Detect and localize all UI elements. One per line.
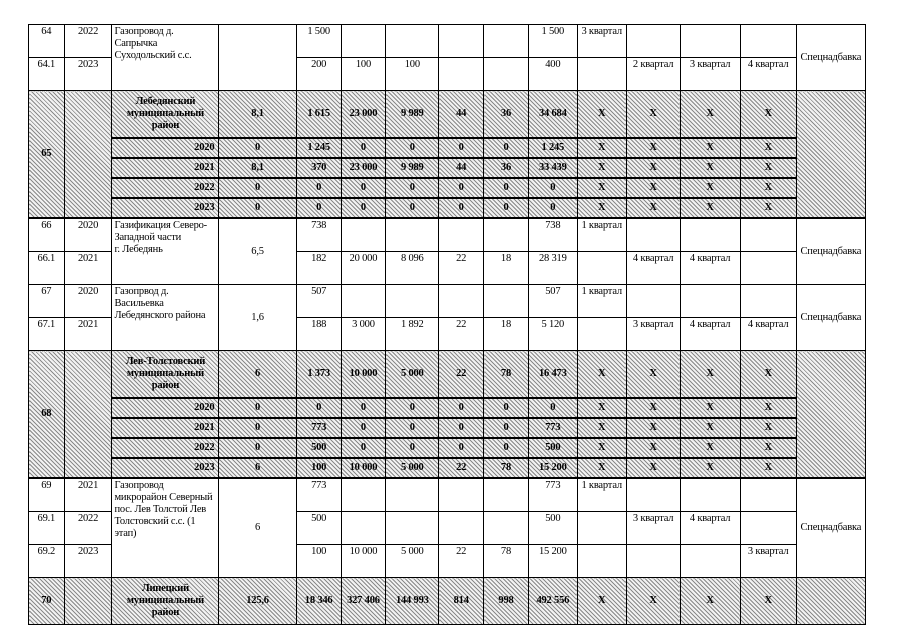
quarter-cell: Х xyxy=(626,158,680,178)
cost-cell xyxy=(341,478,386,512)
cost-cell: 500 xyxy=(296,438,341,458)
total-cell: 34 684 xyxy=(528,91,577,139)
quarter-cell: Х xyxy=(626,178,680,198)
quarter-cell xyxy=(626,478,680,512)
quarter-cell: Х xyxy=(740,158,796,178)
length-cell: 0 xyxy=(219,438,296,458)
quarter-cell: 4 квартал xyxy=(680,252,740,285)
quarter-cell: Х xyxy=(680,91,740,139)
row-year: 2022 xyxy=(64,512,112,545)
cost-cell xyxy=(439,218,484,252)
total-cell: 16 473 xyxy=(528,351,577,399)
quarter-cell: Х xyxy=(740,458,796,478)
quarter-cell: Х xyxy=(626,418,680,438)
cost-cell: 0 xyxy=(439,398,484,418)
year-label: 2023 xyxy=(112,458,219,478)
cost-cell xyxy=(484,285,529,318)
contractor-cell: Спецнадбавка xyxy=(796,25,865,91)
quarter-cell xyxy=(577,58,626,91)
quarter-cell: 3 квартал xyxy=(626,512,680,545)
length-cell: 8,1 xyxy=(219,91,296,139)
year-label: 2020 xyxy=(112,398,219,418)
cost-cell: 0 xyxy=(484,138,529,158)
contractor-cell: Спецнадбавка xyxy=(796,478,865,578)
object-name: Газопрвод д. Васильевка Лебедянского района xyxy=(112,285,219,351)
year-label: 2022 xyxy=(112,178,219,198)
quarter-cell: Х xyxy=(740,91,796,139)
length-cell: 1,6 xyxy=(219,285,296,351)
cost-cell xyxy=(341,285,386,318)
municipality-total-row xyxy=(29,91,866,139)
cost-cell xyxy=(341,512,386,545)
quarter-cell: Х xyxy=(740,138,796,158)
quarter-cell: Х xyxy=(680,351,740,399)
contractor-cell xyxy=(796,351,865,479)
quarter-cell: Х xyxy=(626,138,680,158)
cost-cell: 773 xyxy=(296,478,341,512)
cost-cell: 18 346 xyxy=(296,578,341,625)
row-number: 66.1 xyxy=(29,252,65,285)
cost-cell xyxy=(439,25,484,58)
municipality-year-row xyxy=(29,198,866,218)
row-number: 70 xyxy=(29,578,65,625)
cost-cell: 0 xyxy=(484,178,529,198)
cost-cell: 0 xyxy=(484,198,529,218)
cost-cell: 22 xyxy=(439,458,484,478)
cost-cell: 182 xyxy=(296,252,341,285)
quarter-cell: Х xyxy=(577,398,626,418)
quarter-cell: Х xyxy=(680,158,740,178)
total-cell: 492 556 xyxy=(528,578,577,625)
total-cell: 33 439 xyxy=(528,158,577,178)
quarter-cell xyxy=(740,218,796,252)
quarter-cell: Х xyxy=(740,178,796,198)
quarter-cell: 3 квартал xyxy=(577,25,626,58)
total-cell: 0 xyxy=(528,178,577,198)
cost-cell: 0 xyxy=(386,418,439,438)
municipality-name: Липецкий муниципальный район xyxy=(112,578,219,625)
row-number: 66 xyxy=(29,218,65,252)
cost-cell xyxy=(439,478,484,512)
cost-cell: 0 xyxy=(439,438,484,458)
quarter-cell: Х xyxy=(626,578,680,625)
total-cell: 0 xyxy=(528,398,577,418)
length-cell xyxy=(219,25,296,91)
quarter-cell: Х xyxy=(577,458,626,478)
quarter-cell: Х xyxy=(680,458,740,478)
quarter-cell: Х xyxy=(626,198,680,218)
quarter-cell xyxy=(626,218,680,252)
quarter-cell xyxy=(577,318,626,351)
row-number: 69.1 xyxy=(29,512,65,545)
quarter-cell: 3 квартал xyxy=(626,318,680,351)
cost-cell xyxy=(341,218,386,252)
cost-cell: 327 406 xyxy=(341,578,386,625)
quarter-cell xyxy=(577,512,626,545)
length-cell: 0 xyxy=(219,418,296,438)
year-label: 2022 xyxy=(112,438,219,458)
row-year: 2022 xyxy=(64,25,112,58)
municipality-year-row xyxy=(29,418,866,438)
year-label: 2023 xyxy=(112,198,219,218)
total-cell: 15 200 xyxy=(528,458,577,478)
cost-cell: 0 xyxy=(296,398,341,418)
quarter-cell xyxy=(740,478,796,512)
table-row xyxy=(29,285,866,318)
year-label: 2021 xyxy=(112,418,219,438)
cost-cell: 188 xyxy=(296,318,341,351)
quarter-cell: Х xyxy=(680,418,740,438)
cost-cell: 18 xyxy=(484,318,529,351)
row-number: 67.1 xyxy=(29,318,65,351)
cost-cell: 1 500 xyxy=(296,25,341,58)
quarter-cell: 1 квартал xyxy=(577,218,626,252)
row-number: 68 xyxy=(29,351,65,479)
cost-cell xyxy=(386,478,439,512)
cost-cell: 20 000 xyxy=(341,252,386,285)
row-year: 2021 xyxy=(64,478,112,512)
cost-cell: 0 xyxy=(341,138,386,158)
year-label: 2020 xyxy=(112,138,219,158)
total-cell: 500 xyxy=(528,512,577,545)
length-cell: 6,5 xyxy=(219,218,296,285)
cost-cell xyxy=(386,285,439,318)
quarter-cell: Х xyxy=(577,178,626,198)
cost-cell xyxy=(484,512,529,545)
total-cell: 5 120 xyxy=(528,318,577,351)
cost-cell xyxy=(439,58,484,91)
quarter-cell xyxy=(680,218,740,252)
quarter-cell: Х xyxy=(680,138,740,158)
cost-cell xyxy=(484,25,529,58)
cost-cell: 0 xyxy=(439,178,484,198)
row-number: 65 xyxy=(29,91,65,219)
cost-cell: 500 xyxy=(296,512,341,545)
municipality-total-row xyxy=(29,578,866,625)
quarter-cell: Х xyxy=(626,351,680,399)
cost-cell: 9 989 xyxy=(386,91,439,139)
municipality-year-row xyxy=(29,438,866,458)
row-year: 2023 xyxy=(64,58,112,91)
quarter-cell: Х xyxy=(577,158,626,178)
quarter-cell: 1 квартал xyxy=(577,478,626,512)
row-number: 64 xyxy=(29,25,65,58)
cost-cell: 0 xyxy=(386,198,439,218)
quarter-cell xyxy=(740,25,796,58)
quarter-cell xyxy=(577,545,626,578)
cost-cell: 0 xyxy=(296,178,341,198)
total-cell: 1 500 xyxy=(528,25,577,58)
quarter-cell xyxy=(680,25,740,58)
total-cell: 0 xyxy=(528,198,577,218)
quarter-cell: Х xyxy=(680,198,740,218)
cost-cell: 0 xyxy=(439,198,484,218)
row-year xyxy=(64,91,112,219)
total-cell: 738 xyxy=(528,218,577,252)
cost-cell: 5 000 xyxy=(386,545,439,578)
municipality-year-row xyxy=(29,398,866,418)
total-cell: 773 xyxy=(528,478,577,512)
cost-cell: 738 xyxy=(296,218,341,252)
cost-cell: 0 xyxy=(386,438,439,458)
cost-cell xyxy=(484,58,529,91)
quarter-cell xyxy=(740,252,796,285)
length-cell: 6 xyxy=(219,478,296,578)
quarter-cell: Х xyxy=(740,351,796,399)
cost-cell: 0 xyxy=(341,418,386,438)
municipality-name: Лебедянский муниципальный район xyxy=(112,91,219,139)
quarter-cell: Х xyxy=(626,91,680,139)
municipality-name: Лев-Толстовский муниципальный район xyxy=(112,351,219,399)
cost-cell: 100 xyxy=(296,458,341,478)
cost-cell: 773 xyxy=(296,418,341,438)
cost-cell: 36 xyxy=(484,158,529,178)
cost-cell: 22 xyxy=(439,351,484,399)
cost-cell xyxy=(386,25,439,58)
quarter-cell: Х xyxy=(577,91,626,139)
total-cell: 15 200 xyxy=(528,545,577,578)
cost-cell: 507 xyxy=(296,285,341,318)
quarter-cell xyxy=(626,545,680,578)
quarter-cell: 4 квартал xyxy=(740,58,796,91)
length-cell: 8,1 xyxy=(219,158,296,178)
cost-cell: 998 xyxy=(484,578,529,625)
cost-cell: 22 xyxy=(439,318,484,351)
cost-cell: 0 xyxy=(439,418,484,438)
cost-cell: 1 373 xyxy=(296,351,341,399)
contractor-cell: Спецнадбавка xyxy=(796,285,865,351)
quarter-cell: Х xyxy=(740,578,796,625)
quarter-cell: Х xyxy=(626,458,680,478)
quarter-cell xyxy=(740,285,796,318)
cost-cell: 144 993 xyxy=(386,578,439,625)
object-name: Газификация Северо-Западной части г. Лебедянь xyxy=(112,218,219,285)
quarter-cell xyxy=(680,545,740,578)
table-row xyxy=(29,218,866,252)
cost-cell xyxy=(439,285,484,318)
length-cell: 125,6 xyxy=(219,578,296,625)
cost-cell: 1 615 xyxy=(296,91,341,139)
cost-cell xyxy=(386,512,439,545)
cost-cell: 0 xyxy=(386,178,439,198)
cost-cell: 1 892 xyxy=(386,318,439,351)
row-year: 2021 xyxy=(64,252,112,285)
total-cell: 500 xyxy=(528,438,577,458)
cost-cell: 10 000 xyxy=(341,351,386,399)
row-year: 2021 xyxy=(64,318,112,351)
total-cell: 1 245 xyxy=(528,138,577,158)
cost-cell: 0 xyxy=(341,438,386,458)
length-cell: 6 xyxy=(219,458,296,478)
cost-cell: 18 xyxy=(484,252,529,285)
cost-cell: 1 245 xyxy=(296,138,341,158)
contractor-cell xyxy=(796,578,865,625)
cost-cell: 78 xyxy=(484,351,529,399)
quarter-cell: Х xyxy=(626,398,680,418)
quarter-cell xyxy=(740,512,796,545)
row-year: 2020 xyxy=(64,218,112,252)
cost-cell: 0 xyxy=(296,198,341,218)
contractor-cell: Спецнадбавка xyxy=(796,218,865,285)
quarter-cell: Х xyxy=(626,438,680,458)
cost-cell xyxy=(484,478,529,512)
row-year: 2023 xyxy=(64,545,112,578)
quarter-cell xyxy=(626,25,680,58)
cost-cell xyxy=(341,25,386,58)
row-number: 69.2 xyxy=(29,545,65,578)
cost-cell: 200 xyxy=(296,58,341,91)
row-number: 64.1 xyxy=(29,58,65,91)
row-year: 2020 xyxy=(64,285,112,318)
investment-program-table xyxy=(28,24,866,625)
cost-cell: 44 xyxy=(439,158,484,178)
contractor-cell xyxy=(796,91,865,219)
municipality-year-row xyxy=(29,158,866,178)
length-cell: 6 xyxy=(219,351,296,399)
cost-cell: 0 xyxy=(341,178,386,198)
cost-cell: 8 096 xyxy=(386,252,439,285)
length-cell: 0 xyxy=(219,138,296,158)
quarter-cell: Х xyxy=(577,438,626,458)
cost-cell: 100 xyxy=(341,58,386,91)
cost-cell xyxy=(484,218,529,252)
cost-cell: 10 000 xyxy=(341,545,386,578)
length-cell: 0 xyxy=(219,178,296,198)
quarter-cell: 3 квартал xyxy=(740,545,796,578)
object-name: Газопровод микрорайон Северный пос. Лев Толстой Лев Толстовский с.с. (1 этап) xyxy=(112,478,219,578)
quarter-cell: Х xyxy=(577,198,626,218)
cost-cell: 0 xyxy=(484,398,529,418)
cost-cell: 10 000 xyxy=(341,458,386,478)
quarter-cell xyxy=(626,285,680,318)
table-row xyxy=(29,478,866,512)
cost-cell xyxy=(386,218,439,252)
cost-cell: 0 xyxy=(386,398,439,418)
row-number: 69 xyxy=(29,478,65,512)
cost-cell: 0 xyxy=(341,398,386,418)
cost-cell: 3 000 xyxy=(341,318,386,351)
quarter-cell: Х xyxy=(740,418,796,438)
quarter-cell: 1 квартал xyxy=(577,285,626,318)
object-name: Газопровод д. Сапрычка Суходольский с.с. xyxy=(112,25,219,91)
cost-cell: 100 xyxy=(386,58,439,91)
cost-cell: 78 xyxy=(484,545,529,578)
cost-cell: 22 xyxy=(439,545,484,578)
quarter-cell: Х xyxy=(740,438,796,458)
cost-cell: 0 xyxy=(341,198,386,218)
quarter-cell: Х xyxy=(740,398,796,418)
quarter-cell: 4 квартал xyxy=(740,318,796,351)
quarter-cell: Х xyxy=(680,178,740,198)
cost-cell: 370 xyxy=(296,158,341,178)
cost-cell: 0 xyxy=(484,418,529,438)
municipality-year-row xyxy=(29,178,866,198)
municipality-total-row xyxy=(29,351,866,399)
cost-cell: 5 000 xyxy=(386,458,439,478)
cost-cell: 36 xyxy=(484,91,529,139)
cost-cell: 0 xyxy=(484,438,529,458)
quarter-cell: Х xyxy=(577,418,626,438)
row-year xyxy=(64,351,112,479)
total-cell: 507 xyxy=(528,285,577,318)
quarter-cell: Х xyxy=(740,198,796,218)
quarter-cell: Х xyxy=(680,438,740,458)
cost-cell: 100 xyxy=(296,545,341,578)
cost-cell: 23 000 xyxy=(341,91,386,139)
table-row xyxy=(29,25,866,58)
quarter-cell: 4 квартал xyxy=(680,318,740,351)
row-number: 67 xyxy=(29,285,65,318)
quarter-cell: Х xyxy=(577,578,626,625)
cost-cell: 814 xyxy=(439,578,484,625)
municipality-year-row xyxy=(29,458,866,478)
row-year xyxy=(64,578,112,625)
cost-cell xyxy=(439,512,484,545)
total-cell: 773 xyxy=(528,418,577,438)
municipality-year-row xyxy=(29,138,866,158)
quarter-cell: 2 квартал xyxy=(626,58,680,91)
quarter-cell: Х xyxy=(680,578,740,625)
cost-cell: 0 xyxy=(386,138,439,158)
quarter-cell: Х xyxy=(577,351,626,399)
quarter-cell: Х xyxy=(680,398,740,418)
quarter-cell xyxy=(577,252,626,285)
length-cell: 0 xyxy=(219,198,296,218)
cost-cell: 23 000 xyxy=(341,158,386,178)
cost-cell: 78 xyxy=(484,458,529,478)
quarter-cell: 3 квартал xyxy=(680,58,740,91)
cost-cell: 9 989 xyxy=(386,158,439,178)
total-cell: 400 xyxy=(528,58,577,91)
quarter-cell xyxy=(680,285,740,318)
year-label: 2021 xyxy=(112,158,219,178)
quarter-cell: 4 квартал xyxy=(626,252,680,285)
quarter-cell: 4 квартал xyxy=(680,512,740,545)
cost-cell: 0 xyxy=(439,138,484,158)
total-cell: 28 319 xyxy=(528,252,577,285)
cost-cell: 5 000 xyxy=(386,351,439,399)
length-cell: 0 xyxy=(219,398,296,418)
cost-cell: 22 xyxy=(439,252,484,285)
quarter-cell xyxy=(680,478,740,512)
cost-cell: 44 xyxy=(439,91,484,139)
quarter-cell: Х xyxy=(577,138,626,158)
